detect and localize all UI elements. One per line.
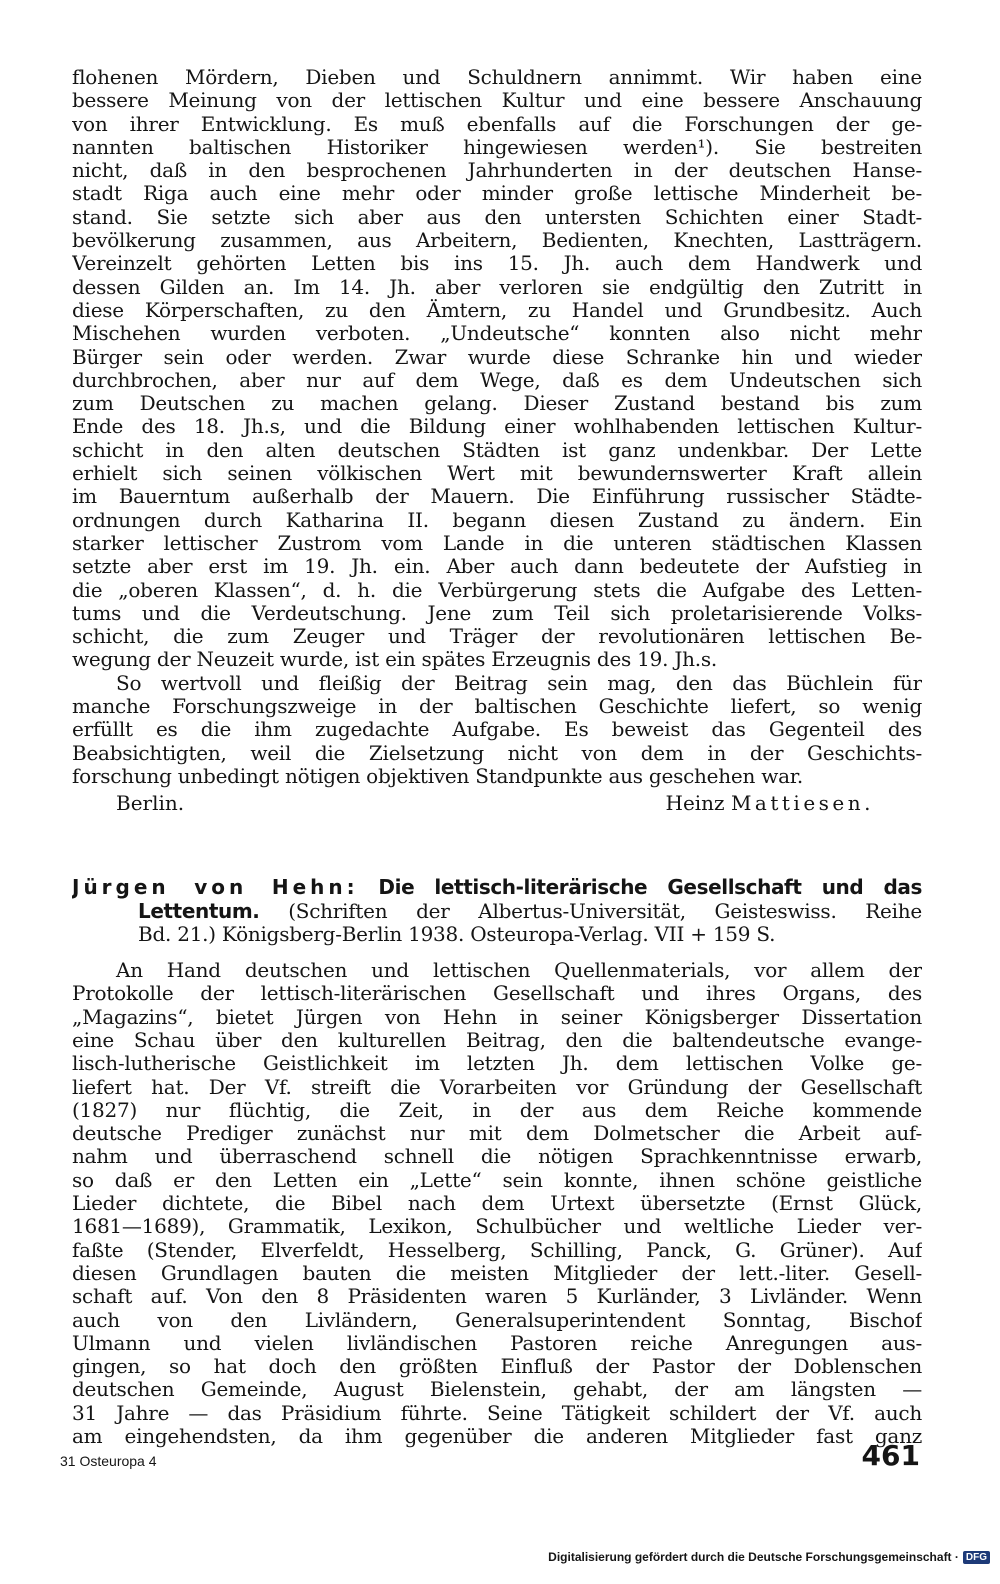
text-line: 1681—1689), Grammatik, Lexikon, Schulbücher und weltliche Lieder ver-	[72, 1215, 922, 1239]
text-line: lisch-lutherische Geistlichkeit im letzten Jh. dem lettischen Volke ge-	[72, 1052, 922, 1076]
text-line: die „oberen Klassen“, d. h. die Verbürgerung stets die Aufgabe des Letten-	[72, 578, 922, 602]
text-line: Vereinzelt gehörten Letten bis ins 15. Jh. auch dem Handwerk und	[72, 252, 922, 276]
review-heading	[72, 876, 922, 946]
reviewed-title-cont: Lettentum.	[138, 899, 260, 923]
text-line: bevölkerung zusammen, aus Arbeitern, Bedienten, Knechten, Lastträgern.	[72, 229, 922, 253]
review-text	[72, 959, 922, 1448]
text-line: faßte (Stender, Elverfeldt, Hesselberg, Schilling, Panck, G. Grüner). Auf	[72, 1238, 922, 1262]
text-line: bessere Meinung von der lettischen Kultur und eine bessere Anschauung	[72, 89, 922, 113]
text-line: deutschen Gemeinde, August Bielenstein, gehabt, der am längsten —	[72, 1378, 922, 1402]
text-line: zum Deutschen zu machen gelang. Dieser Zustand bestand bis zum	[72, 392, 922, 416]
text-line: dessen Gilden an. Im 14. Jh. aber verloren sie endgültig den Zutritt in	[72, 275, 922, 299]
signature-place: Berlin.	[116, 791, 185, 816]
text-line: diesen Grundlagen bauten die meisten Mitglieder der lett.-liter. Gesell-	[72, 1261, 922, 1285]
text-line: diese Körperschaften, zu den Ämtern, zu Handel und Grundbesitz. Auch	[72, 298, 922, 322]
text-line: nicht, daß in den besprochenen Jahrhunderten in der deutschen Hanse-	[72, 159, 922, 183]
text-line: liefert hat. Der Vf. streift die Vorarbeiten vor Gründung der Gesellschaft	[72, 1075, 922, 1099]
text-line: So wertvoll und fleißig der Beitrag sein mag, den das Büchlein für	[116, 671, 922, 695]
text-line: durchbrochen, aber nur auf dem Wege, daß es dem Undeutschen sich	[72, 368, 922, 392]
text-line: auch von den Livländern, Generalsuperintendent Sonntag, Bischof	[72, 1308, 922, 1332]
reviewed-author: Jürgen von Hehn:	[72, 876, 359, 900]
reviewed-title: Die lettisch-literärische Gesellschaft und das	[378, 876, 922, 900]
text-line: Ulmann und vielen livländischen Pastoren reiche Anregungen aus-	[72, 1331, 922, 1355]
text-line: Ende des 18. Jh.s, und die Bildung einer wohlhabenden lettischen Kultur-	[72, 415, 922, 439]
text-line: von ihrer Entwicklung. Es muß ebenfalls auf die Forschungen der ge-	[72, 112, 922, 136]
text-line: ordnungen durch Katharina II. begann diesen Zustand zu ändern. Ein	[72, 508, 922, 532]
text-line: „Magazins“, bietet Jürgen von Hehn in seiner Königsberger Dissertation	[72, 1005, 922, 1029]
heading-line-2	[72, 900, 922, 923]
text-line: eine Schau über den kulturellen Beitrag, den die baltendeutsche evange-	[72, 1028, 922, 1052]
text-line: forschung unbedingt nötigen objektiven Standpunkte aus geschehen war.	[72, 764, 803, 788]
heading-line-3: Bd. 21.) Königsberg-Berlin 1938. Osteuropa-Verlag. VII + 159 S.	[138, 922, 776, 946]
text-line: manche Forschungszweige in der baltischen Geschichte liefert, so wenig	[72, 695, 922, 719]
text-line: stadt Riga auch eine mehr oder minder große lettische Minderheit be-	[72, 182, 922, 206]
dfg-logo-icon: DFG	[963, 1551, 990, 1564]
signature-author: Heinz Mattiesen.	[665, 791, 874, 816]
text-line: Bürger sein oder werden. Zwar wurde diese Schranke hin und wieder	[72, 345, 922, 369]
text-line: An Hand deutschen und lettischen Quellenmaterials, vor allem der	[116, 959, 922, 983]
text-line: schicht in den alten deutschen Städten ist ganz undenkbar. Der Lette	[72, 438, 922, 462]
text-line: Mischehen wurden verboten. „Undeutsche“ konnten also nicht mehr	[72, 322, 922, 346]
text-line: 31 Jahre — das Präsidium führte. Seine Tätigkeit schildert der Vf. auch	[72, 1401, 922, 1425]
credit-text: Digitalisierung gefördert durch die Deutsche Forschungsgemeinschaft ·	[548, 1550, 959, 1564]
text-line: flohenen Mördern, Dieben und Schuldnern annimmt. Wir haben eine	[72, 66, 922, 89]
bibliographic-info: (Schriften der Albertus-Universität, Geisteswiss. Reihe	[288, 899, 922, 923]
text-line: Lieder dichtete, die Bibel nach dem Urtext übersetzte (Ernst Glück,	[72, 1192, 922, 1216]
text-line: nahm und überraschend schnell die nötigen Sprachkenntnisse erwarb,	[72, 1145, 922, 1169]
text-line: (1827) nur flüchtig, die Zeit, in der aus dem Reiche kommende	[72, 1098, 922, 1122]
text-line: stand. Sie setzte sich aber aus den untersten Schichten einer Stadt-	[72, 205, 922, 229]
text-line: Protokolle der lettisch-literärischen Gesellschaft und ihres Organs, des	[72, 982, 922, 1006]
page-body	[72, 66, 922, 1448]
text-line: erhielt sich seinen völkischen Wert mit bewundernswerter Kraft allein	[72, 462, 922, 486]
previous-review-text	[72, 66, 922, 788]
text-line: im Bauerntum außerhalb der Mauern. Die Einführung russischer Städte-	[72, 485, 922, 509]
text-line: tums und die Verdeutschung. Jene zum Teil sich proletarisierende Volks-	[72, 601, 922, 625]
digitization-credit	[548, 1550, 990, 1564]
review-signature	[72, 788, 922, 818]
text-line: gingen, so hat doch den größten Einfluß der Pastor der Doblenschen	[72, 1355, 922, 1379]
text-line: Beabsichtigten, weil die Zielsetzung nicht von dem in der Geschichts-	[72, 741, 922, 765]
text-line: wegung der Neuzeit wurde, ist ein spätes Erzeugnis des 19. Jh.s.	[72, 648, 717, 672]
text-line: schaft auf. Von den 8 Präsidenten waren 5 Kurländer, 3 Livländer. Wenn	[72, 1285, 922, 1309]
signature-mark: 31 Osteuropa 4	[60, 1453, 157, 1469]
text-line: nannten baltischen Historiker hingewiesen werden¹). Sie bestreiten	[72, 135, 922, 159]
text-line: schicht, die zum Zeuger und Träger der revolutionären lettischen Be-	[72, 625, 922, 649]
heading-line-1	[72, 876, 922, 899]
text-line: am eingehendsten, da ihm gegenüber die anderen Mitglieder fast ganz	[72, 1425, 922, 1449]
text-line: setzte aber erst im 19. Jh. ein. Aber auch dann bedeutete der Aufstieg in	[72, 555, 922, 579]
text-line: starker lettischer Zustrom vom Lande in die unteren städtischen Klassen	[72, 531, 922, 555]
page-footer	[60, 1439, 920, 1479]
text-line: erfüllt es die ihm zugedachte Aufgabe. Es beweist das Gegenteil des	[72, 718, 922, 742]
text-line: so daß er den Letten ein „Lette“ sein konnte, ihnen schöne geistliche	[72, 1168, 922, 1192]
text-line: deutsche Prediger zunächst nur mit dem Dolmetscher die Arbeit auf-	[72, 1122, 922, 1146]
page-number: 461	[861, 1439, 920, 1472]
